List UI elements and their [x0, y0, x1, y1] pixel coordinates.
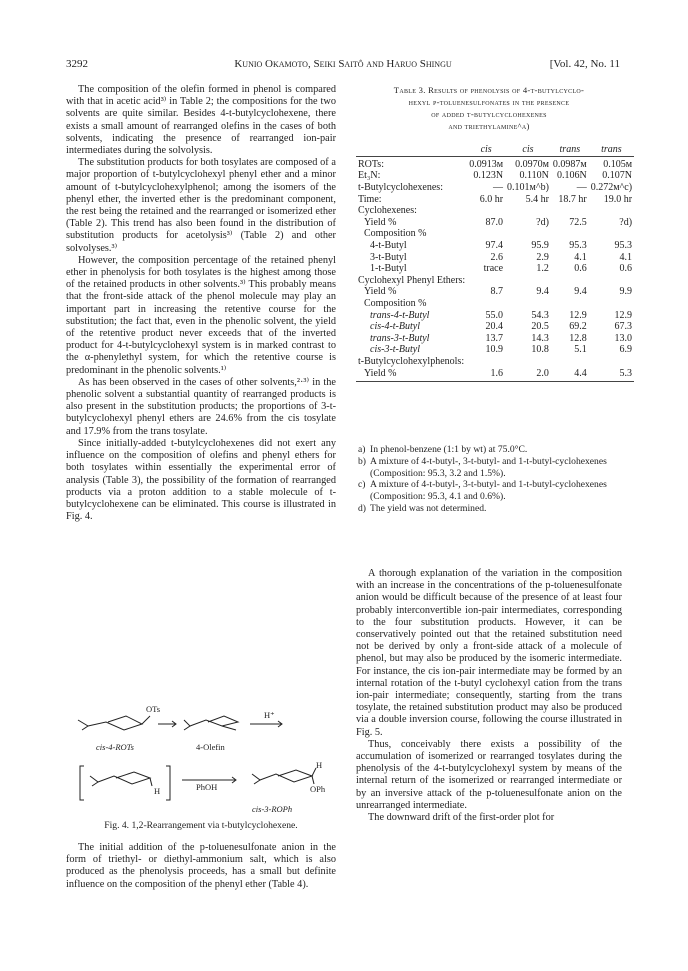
table-cell: 95.9: [531, 240, 549, 252]
table-cell: —: [493, 182, 504, 194]
ots-label: OTs: [146, 704, 161, 714]
results-table: [356, 144, 634, 382]
row-label: t-Butylcyclohexenes:: [358, 182, 443, 194]
footnote-text: A mixture of 4-t-butyl-, 3-t-butyl- and 1-t-butyl-cyclohexenes (Composition: 95.3, 3.2 and 1.5%).: [370, 455, 607, 479]
reaction-scheme-drawing: [66, 708, 336, 818]
row-label: 4-t-Butyl: [370, 240, 407, 252]
table-cell: 10.9: [485, 344, 504, 356]
table-row: [356, 182, 634, 194]
table-cell: [505, 298, 551, 310]
table-cell: 87.0: [485, 216, 504, 228]
table-cell: 0.0987м: [552, 158, 587, 170]
table-row: [356, 298, 634, 310]
row-label: Composition %: [364, 298, 427, 310]
table-cell: [505, 228, 551, 240]
volume-info: [Vol. 42, No. 11: [549, 58, 620, 70]
footnote: [358, 503, 620, 515]
table-cell: 0.101м^b): [507, 182, 549, 194]
table-row: [356, 217, 634, 229]
table-cell: 2.6: [490, 251, 504, 263]
table-row: [356, 344, 634, 356]
footnote-text: In phenol-benzene (1:1 by wt) at 75.0°C.: [370, 444, 528, 455]
table-row: [356, 251, 634, 263]
paragraph: The downward drift of the first-order plot for: [368, 812, 555, 824]
table-cell: 6.0 hr: [479, 193, 504, 205]
table-cell: 12.9: [569, 309, 587, 321]
row-label: cis-3-t-Butyl: [370, 344, 420, 356]
table-cell: 2.9: [536, 251, 549, 263]
footnote: [358, 444, 620, 456]
table-cell: 8.7: [490, 286, 504, 298]
table-cell: [589, 275, 634, 287]
row-label: 3-t-Butyl: [370, 251, 407, 263]
footnote: [358, 456, 620, 480]
h-label: H: [154, 786, 161, 796]
table-cell: [551, 205, 589, 217]
paragraph: A thorough explanation of the variation in the composition with an increase in the concentrations of the p-toluenesulfonate anion would be difficult because of the presence of at least four probably interconvertible ion-pair intermediates, corresponding to the four substitution products. However, it can be conservatively pointed out that the retained substitution need not be derived by only a front-side attack of a molecule of phenol, but may also be produced by the isomeric intermediate. For instance, the cis ion-pair intermediate may be formed by an internal rotation of the t-butyl cyclohexyl cation from the trans ion-pair intermediate; consequently, starting from the trans tosylate, the retained substitution product may also be produced via a double inversion course, following the course illustrated in Fig. 5.: [356, 568, 622, 738]
row-label: Yield %: [356, 367, 467, 381]
table-cell: 18.7 hr: [558, 193, 587, 205]
table-row: [356, 228, 634, 240]
table-cell: 0.106N: [557, 170, 587, 182]
table-cell: 69.2: [569, 321, 587, 333]
row-label: trans-3-t-Butyl: [370, 332, 430, 344]
table-cell: [505, 205, 551, 217]
row-label: Composition %: [364, 228, 427, 240]
table-cell: 2.0: [505, 367, 551, 381]
table-cell: [505, 356, 551, 368]
row-label: 1-t-Butyl: [370, 263, 407, 275]
table-header-cell: trans: [551, 144, 589, 156]
table-cell: [589, 228, 634, 240]
table-cell: 1.6: [467, 367, 505, 381]
table-cell: 19.0 hr: [603, 193, 633, 205]
footnote-text: A mixture of 4-t-butyl-, 3-t-butyl- and 1-t-butyl-cyclohexenes (Composition: 95.3, 4.1 and 0.6%).: [370, 479, 607, 503]
paragraph: As has been observed in the cases of other solvents,²·³⁾ in the phenolic solvent a substantial quantity of rearranged products is also present in the substitution products; the proportions of 3-t-butylcyclohexyl phenyl ethers are 24.6% from the cis tosylate and 17.9% from the trans tosylate.: [66, 376, 336, 437]
row-label: Cyclohexyl Phenyl Ethers:: [358, 274, 466, 286]
table-cell: 12.8: [569, 332, 587, 344]
table-cell: 5.4 hr: [525, 193, 549, 205]
table-cell: [505, 275, 551, 287]
table-row: [356, 321, 634, 333]
table-row: [356, 240, 634, 252]
row-label: Time:: [358, 193, 382, 205]
footnote-key: d): [358, 502, 366, 514]
paragraph: The substitution products for both tosylates are composed of a major proportion of t-butylcyclohexyl phenyl ether and a minor amount of t-butylcyclohexylphenol; among the isomers of the phenyl ether, the inverted ether is the predominant component, the rest being the retained and the rearranged or isomerized ether (Table 2). This trend has also been found in the distribution of substitution products for acetolysis³⁾ (Table 2) and other solvolyses.³⁾: [66, 157, 336, 254]
paragraph: Thus, conceivably there exists a possibility of the accumulation of isomerized or rearranged tosylates during the phenolysis of the 4-t-butylcyclohexyl system by means of the internal return of the isomerized or rearranged intermediate or by an inversive attack of the p-toluenesulfonate anion on the unrearranged intermediate.: [356, 738, 622, 811]
paragraph: The initial addition of the p-toluenesulfonate anion in the form of triethyl- or diethyl-ammonium salt, which is also produced as the phenolysis proceeds, has a small but definite influence on the composition of the phenyl ether (Table 4).: [66, 842, 336, 890]
table-row: [356, 170, 634, 182]
table-caption-line: of added t-butylcyclohexenes: [431, 109, 547, 119]
table-cell: 67.3: [614, 321, 633, 333]
table-cell: 20.5: [531, 321, 549, 333]
table-cell: 13.7: [485, 332, 504, 344]
olefin-label: 4-Olefin: [196, 742, 225, 752]
table-row: [356, 367, 634, 381]
table-row: [356, 205, 634, 217]
table-cell: 0.110N: [519, 170, 549, 182]
table-cell: 0.6: [574, 263, 587, 275]
table-cell: [589, 298, 634, 310]
table-cell: 0.105м: [603, 158, 633, 170]
table-cell: [589, 205, 634, 217]
table-cell: 72.5: [569, 216, 587, 228]
table-cell: [467, 356, 505, 368]
page-number: 3292: [66, 58, 88, 70]
left-column-body: [66, 84, 336, 523]
table-cell: 14.3: [531, 332, 549, 344]
table-row: [356, 286, 634, 298]
row-label: Yield %: [364, 216, 397, 228]
table-cell: 0.107N: [602, 170, 633, 182]
row-label: ROTs:: [358, 158, 384, 170]
table-cell: [467, 298, 505, 310]
table-caption-line: hexyl p-toluenesulfonates in the presence: [408, 97, 570, 107]
table-cell: 95.3: [569, 240, 587, 252]
table-cell: 5.3: [589, 367, 634, 381]
table-cell: 97.4: [485, 240, 504, 252]
table-cell: 4.4: [551, 367, 589, 381]
table-cell: 1.2: [536, 263, 549, 275]
row-label: Yield %: [364, 286, 397, 298]
table-cell: 12.9: [614, 309, 633, 321]
table-header-cell: cis: [505, 144, 551, 156]
left-column-body-lower: [66, 842, 336, 891]
table-cell: 0.0970м: [515, 158, 549, 170]
table-row: [356, 309, 634, 321]
table-cell: —: [576, 182, 587, 194]
table-cell: 54.3: [531, 309, 549, 321]
table-cell: 9.4: [536, 286, 549, 298]
table-header-cell: cis: [467, 144, 505, 156]
table-cell: 4.1: [574, 251, 587, 263]
table-cell: [589, 356, 634, 368]
table-caption: [356, 84, 622, 132]
table-footnotes: [358, 444, 620, 515]
table-cell: 6.9: [619, 344, 633, 356]
table-cell: 95.3: [614, 240, 633, 252]
figure-4-scheme: [66, 704, 336, 828]
hplus-label: H⁺: [264, 710, 275, 720]
table-row: [356, 275, 634, 287]
table-cell: 9.4: [574, 286, 587, 298]
footnote-text: The yield was not determined.: [370, 502, 487, 514]
table-header-row: [356, 144, 634, 156]
table-cell: [467, 275, 505, 287]
table-cell: 0.0913м: [469, 158, 504, 170]
row-label: trans-4-t-Butyl: [370, 309, 430, 321]
row-label: Cyclohexenes:: [358, 205, 417, 217]
table-cell: [551, 298, 589, 310]
paragraph: The composition of the olefin formed in phenol is compared with that in acetic acid³⁾ in Table 2; the compositions for the two solvents are quite similar. Besides 4-t-butylcyclohexene, there exists a small amount of rearranged olefins in the cases of both solvents, indicating the presence of rearranged ion-pair intermediates during the solvolysis.: [66, 84, 336, 157]
row-label: Et₃N:: [358, 170, 381, 182]
table-caption-line: Table 3. Results of phenolysis of 4-t-butylcyclo-: [393, 85, 585, 95]
table-cell: 0.272м^c): [590, 182, 633, 194]
table-row: [356, 156, 634, 170]
footnote-key: a): [358, 444, 366, 455]
table-caption-line: and triethylamine^a): [448, 121, 530, 131]
row-label: t-Butylcyclohexylphenols:: [358, 355, 465, 367]
table-cell: 0.123N: [473, 170, 504, 182]
table-cell: [467, 228, 505, 240]
table-row: [356, 193, 634, 205]
table-cell: [551, 275, 589, 287]
table-cell: 0.6: [619, 263, 633, 275]
table-cell: ?d): [619, 216, 633, 228]
footnote: [358, 479, 620, 503]
cis-4-rots-label: cis-4-ROTs: [96, 742, 134, 752]
table-row: [356, 356, 634, 368]
table-cell: 4.1: [619, 251, 633, 263]
cis-3-roph-label: cis-3-ROPh: [252, 804, 293, 814]
table-cell: 10.8: [531, 344, 549, 356]
table-cell: 9.9: [619, 286, 633, 298]
table-cell: ?d): [536, 216, 549, 228]
running-authors: Kunio Okamoto, Seiki Saitô and Haruo Shingu: [234, 58, 452, 70]
table-cell: [467, 205, 505, 217]
table-cell: 20.4: [485, 321, 504, 333]
table-cell: [551, 228, 589, 240]
table-row: [356, 263, 634, 275]
table-cell: 55.0: [485, 309, 504, 321]
right-column-body: [356, 568, 622, 824]
table-header-cell: trans: [589, 144, 634, 156]
table-cell: [551, 356, 589, 368]
figure-caption: Fig. 4. 1,2-Rearrangement via t-butylcyclohexene.: [104, 820, 298, 831]
table-cell: 13.0: [614, 332, 633, 344]
table-cell: trace: [483, 263, 504, 275]
table-header-stub: [356, 144, 467, 156]
h2-label: H: [316, 760, 323, 770]
row-label: cis-4-t-Butyl: [370, 321, 420, 333]
paragraph: Since initially-added t-butylcyclohexenes did not exert any influence on the composition of olefins and phenyl ethers for both tosylates within essentially the experimental error of analysis (Table 3), the possibility of the formation of rearranged products via a proton addition to a stable molecule of t-butylcyclohexene can be eliminated. This course is illustrated in Fig. 4.: [66, 437, 336, 523]
paragraph: However, the composition percentage of the retained phenyl ether in phenolysis for both tosylates is the highest among those of the retained products in other solvents.³⁾ This probably means that the front-side attack of the phenol molecule may play an important part in increasing the retentive course for the substitution; the fact that, even in the phenolic solvent, the yield of the retentive product never exceeds that of the inverted product for 4-t-butylcyclohexyl system is in marked contrast to the α-phenylethyl system, for which the retentive course is predominant in the phenolic solvents.¹⁾: [66, 254, 336, 376]
page-header: [66, 58, 620, 74]
footnote-key: b): [358, 455, 366, 467]
footnote-key: c): [358, 479, 366, 491]
oph-label: OPh: [310, 784, 326, 794]
table-row: [356, 333, 634, 345]
phoh-label: PhOH: [196, 782, 218, 792]
table-cell: 5.1: [574, 344, 587, 356]
